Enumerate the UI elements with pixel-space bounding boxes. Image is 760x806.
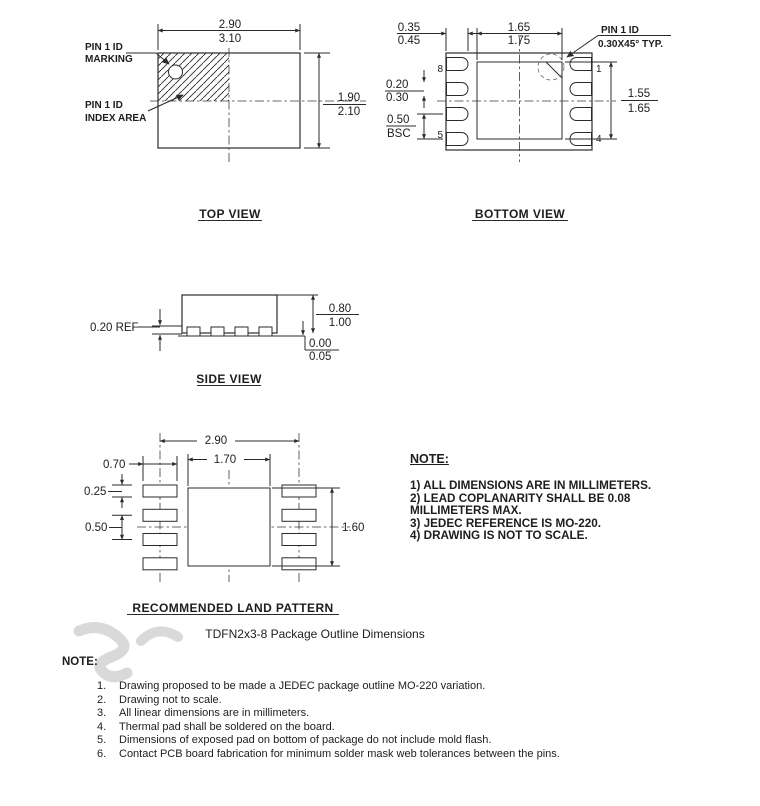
bottom-view [385, 22, 671, 221]
footer-notes-list [97, 680, 717, 762]
drawing-notes-heading: NOTE: [410, 452, 449, 466]
pin1-index-label-line2: INDEX AREA [85, 113, 147, 124]
top-view-title: TOP VIEW [199, 207, 261, 221]
dim-pad-length [103, 456, 177, 481]
footer-note-text: Contact PCB board fabrication for minimum solder mask web tolerances between the pins. [119, 747, 560, 760]
pin1-index-label-line1: PIN 1 ID [85, 100, 123, 111]
footer-note-text: Thermal pad shall be soldered on the board. [119, 720, 335, 733]
dim-lead-length [397, 22, 481, 51]
top-height-min: 1.90 [337, 92, 361, 104]
land-pattern-pads [143, 485, 316, 570]
lead-thickness-value: 0.20 REF [90, 322, 139, 334]
drawing-note-line: 4) DRAWING IS NOT TO SCALE. [410, 529, 588, 543]
land-pitch-value: 0.50 [85, 522, 108, 534]
land-pattern-title: RECOMMENDED LAND PATTERN [132, 601, 334, 615]
dim-package-height [277, 295, 359, 333]
pin1-index-hatch-area [159, 54, 230, 102]
dim-pad-width [84, 474, 132, 508]
land-pattern [84, 433, 364, 615]
document-title: TDFN2x3-8 Package Outline Dimensions [205, 627, 425, 641]
top-height-max: 2.10 [337, 106, 361, 118]
pin1-marking-callout [85, 42, 169, 65]
footer-note-item [97, 721, 717, 735]
pad-width-min: 1.65 [507, 22, 531, 34]
bottom-view-title: BOTTOM VIEW [474, 207, 566, 221]
pitch-value: 0.50 [387, 114, 410, 126]
footer-note-heading: NOTE: [62, 656, 98, 668]
side-view-title: SIDE VIEW [196, 372, 262, 386]
footer-note-text: Dimensions of exposed pad on bottom of package do not include mold flash. [119, 734, 492, 747]
drawing-note-line: 2) LEAD COPLANARITY SHALL BE 0.08 [410, 491, 631, 505]
dim-lead-pitch [386, 114, 443, 140]
dim-lead-thickness [90, 309, 182, 351]
pitch-ref: BSC [387, 128, 411, 140]
top-width-min: 2.90 [218, 19, 242, 31]
pad-height-max: 1.65 [627, 103, 651, 115]
pin1-id-marking-circle [169, 65, 183, 79]
lead-length-min: 0.35 [397, 22, 421, 34]
standoff-max: 0.05 [309, 351, 332, 363]
side-view [90, 295, 359, 386]
lead-length-max: 0.45 [397, 35, 421, 47]
footer-note-number: 5. [97, 734, 107, 747]
pin1-marking-label-line2: MARKING [85, 54, 133, 65]
drawing-notes-block [410, 452, 690, 543]
pin1-chamfer-label: 0.30X45° TYP. [598, 39, 663, 50]
dim-land-span [160, 435, 299, 447]
center-pad-width-value: 1.70 [213, 454, 237, 466]
footer-note-text: Drawing not to scale. [119, 693, 222, 706]
dim-lead-width [385, 70, 424, 108]
pin-number-5: 5 [437, 130, 443, 141]
footer-note-item [97, 680, 717, 694]
dim-land-pitch [85, 515, 132, 539]
dim-top-view-height [304, 53, 366, 148]
footer-note-item [97, 734, 717, 748]
center-pad-height-value: 1.60 [342, 522, 365, 534]
center-thermal-pad [188, 488, 270, 566]
pad-width-max: 1.75 [507, 35, 531, 47]
footer-note-item [97, 707, 717, 721]
drawing-note-line: MILLIMETERS MAX. [410, 504, 522, 518]
dim-top-view-width [158, 19, 300, 50]
footer-note-text: Drawing proposed to be made a JEDEC package outline MO-220 variation. [119, 680, 486, 692]
height-max: 1.00 [328, 317, 352, 329]
pin-number-8: 8 [437, 64, 443, 75]
pin-number-1: 1 [596, 64, 602, 75]
pin1-marking-label-line1: PIN 1 ID [85, 42, 123, 53]
drawing-note-line: 1) ALL DIMENSIONS ARE IN MILLIMETERS. [410, 479, 652, 492]
standoff-min: 0.00 [309, 338, 332, 350]
pad-height-min: 1.55 [627, 88, 651, 100]
pin1-id-label: PIN 1 ID [601, 25, 639, 36]
footer-note-number: 1. [97, 680, 107, 692]
footer-note-number: 6. [97, 747, 107, 760]
footer-note-number: 4. [97, 720, 107, 733]
lead-width-max: 0.30 [386, 92, 409, 104]
top-view [85, 19, 366, 221]
pin1-id-callout [567, 25, 671, 57]
land-span-value: 2.90 [204, 435, 228, 447]
pad-length-value: 0.70 [103, 459, 126, 471]
height-min: 0.80 [328, 303, 352, 315]
pin-number-4: 4 [596, 134, 602, 145]
footer-note-number: 3. [97, 707, 107, 720]
lead-width-min: 0.20 [386, 79, 409, 91]
drawing-note-line: 3) JEDEC REFERENCE IS MO-220. [410, 516, 601, 530]
footer-note-item [97, 748, 717, 762]
footer-note-number: 2. [97, 693, 107, 706]
footer-note-text: All linear dimensions are in millimeters. [119, 707, 310, 720]
footer-note-item [97, 694, 717, 708]
top-width-max: 3.10 [218, 33, 242, 45]
pad-width-value: 0.25 [84, 486, 107, 498]
